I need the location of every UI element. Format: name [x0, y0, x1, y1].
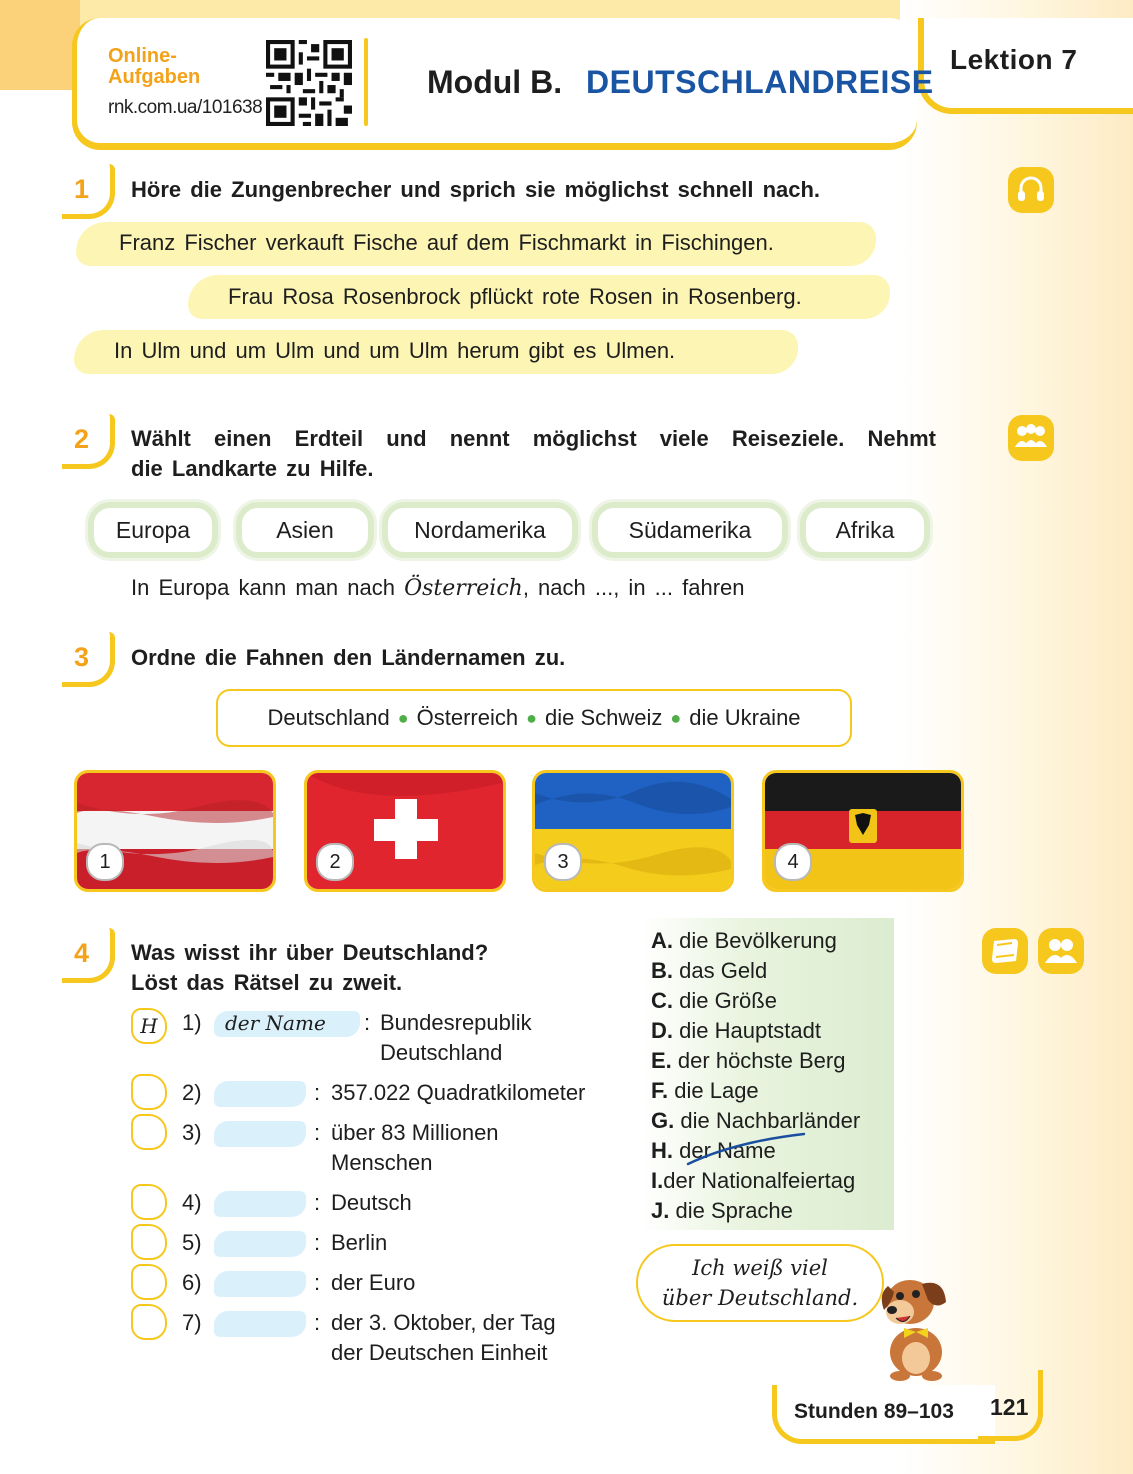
page-number: 121	[990, 1394, 1029, 1420]
option-text: die Hauptstadt	[679, 1018, 821, 1043]
option-key: F.	[651, 1078, 669, 1103]
option-key: E.	[651, 1048, 672, 1073]
dog-mascot-illustration	[870, 1266, 962, 1382]
flag-number-2: 2	[316, 843, 354, 881]
country-word-box	[216, 689, 852, 747]
book-icon-graphic	[988, 935, 1022, 967]
row-2-number: 2)	[182, 1080, 202, 1105]
option-key: A.	[651, 928, 673, 953]
row-4-colon: :	[314, 1190, 321, 1215]
example-sentence-handwritten: Österreich	[404, 576, 523, 601]
bullet-dot: ●	[397, 707, 409, 728]
row-3-blank[interactable]	[214, 1121, 306, 1147]
lektion-label: Lektion 7	[950, 44, 1078, 75]
option-text: die Bevölkerung	[679, 928, 837, 953]
option-b[interactable]	[651, 956, 767, 986]
row-2-colon: :	[314, 1080, 321, 1105]
row-3-number: 3)	[182, 1120, 202, 1145]
example-sentence-start: In Europa kann man nach	[131, 575, 405, 600]
module-label: Modul B.	[427, 64, 563, 100]
qr-code-icon[interactable]	[266, 40, 352, 126]
row-2-text1: 357.022 Quadratkilometer	[331, 1080, 586, 1105]
book-icon[interactable]	[982, 928, 1028, 974]
exercise-4-instruction-line2: Löst das Rätsel zu zweit.	[131, 970, 403, 995]
option-key: I.	[651, 1168, 664, 1193]
continent-afrika[interactable]: Afrika	[800, 502, 930, 558]
continent-suedamerika[interactable]: Südamerika	[592, 502, 788, 558]
option-text: das Geld	[679, 958, 768, 983]
strike-through-mark	[684, 1130, 810, 1170]
option-f[interactable]	[651, 1076, 759, 1106]
option-text: der Name	[679, 1138, 776, 1163]
example-sentence-end: , nach ..., in ... fahren	[522, 575, 745, 600]
row-1-filled: der Name	[225, 1011, 326, 1035]
row-1-text1: Bundesrepublik	[380, 1010, 532, 1035]
exercise-1-number: 1	[74, 174, 90, 204]
option-j[interactable]	[651, 1196, 793, 1226]
option-text: die Sprache	[675, 1198, 793, 1223]
answer-box-1[interactable]: H	[131, 1008, 167, 1044]
exercise-2-number: 2	[74, 424, 90, 454]
row-5-text1: Berlin	[331, 1230, 388, 1255]
option-text: die Nachbarländer	[680, 1108, 861, 1133]
option-key: C.	[651, 988, 673, 1013]
row-7-number: 7)	[182, 1310, 202, 1335]
row-3-colon: :	[314, 1120, 321, 1145]
option-e[interactable]	[651, 1046, 845, 1076]
pair-icon-graphic	[1044, 935, 1078, 967]
option-key: H.	[651, 1138, 673, 1163]
answer-box-2[interactable]	[131, 1074, 167, 1110]
flag-number-4: 4	[774, 843, 812, 881]
country-oesterreich[interactable]: Österreich	[416, 705, 519, 730]
row-2-blank[interactable]	[214, 1081, 306, 1107]
row-5-colon: :	[314, 1230, 321, 1255]
exercise-4-number: 4	[74, 938, 90, 968]
option-key: D.	[651, 1018, 673, 1043]
flag-number-3: 3	[544, 843, 582, 881]
right-margin-gradient	[900, 0, 1133, 1474]
option-i[interactable]	[651, 1166, 855, 1196]
page-title: DEUTSCHLANDREISE	[586, 64, 934, 100]
country-ukraine[interactable]: die Ukraine	[689, 705, 801, 730]
speech-line-1: Ich weiß viel	[692, 1256, 828, 1280]
online-tasks-label[interactable]: Online- Aufgaben	[108, 45, 201, 88]
option-text: der Nationalfeiertag	[663, 1168, 856, 1193]
row-1-colon: :	[364, 1010, 371, 1035]
exercise-3-number: 3	[74, 642, 90, 672]
example-sentence	[131, 575, 745, 601]
row-4-text1: Deutsch	[331, 1190, 412, 1215]
headphones-icon-graphic	[1014, 173, 1048, 207]
continent-asien[interactable]: Asien	[236, 502, 374, 558]
row-7-text1: der 3. Oktober, der Tag	[331, 1310, 556, 1335]
row-7-blank[interactable]	[214, 1311, 306, 1337]
option-text: die Größe	[679, 988, 777, 1013]
answer-box-3[interactable]	[131, 1114, 167, 1150]
online-url[interactable]: rnk.com.ua/101638	[108, 97, 263, 118]
speech-line-2: über Deutschland.	[661, 1286, 859, 1310]
row-4-blank[interactable]	[214, 1191, 306, 1217]
country-deutschland[interactable]: Deutschland	[267, 705, 390, 730]
twister-2: Frau Rosa Rosenbrock pflückt rote Rosen in Rosenberg.	[228, 284, 802, 309]
row-7-text2: der Deutschen Einheit	[331, 1340, 548, 1365]
lessons-range: Stunden 89–103	[794, 1400, 954, 1423]
twister-3: In Ulm und um Ulm und um Ulm herum gibt es Ulmen.	[114, 338, 676, 363]
bullet-dot: ●	[526, 707, 537, 728]
continent-europa[interactable]: Europa	[88, 502, 218, 558]
answer-box-7[interactable]	[131, 1304, 167, 1340]
top-corner	[0, 0, 80, 90]
row-6-text1: der Euro	[331, 1270, 416, 1295]
row-6-blank[interactable]	[214, 1271, 306, 1297]
answer-box-6[interactable]	[131, 1264, 167, 1300]
speech-bubble	[636, 1244, 884, 1322]
row-1-number: 1)	[182, 1010, 202, 1035]
option-c[interactable]	[651, 986, 777, 1016]
row-4-number: 4)	[182, 1190, 202, 1215]
row-7-colon: :	[314, 1310, 321, 1335]
exercise-2-instruction-line1: Wählt einen Erdteil und nennt möglichst viele Reiseziele. Nehmt	[131, 426, 936, 451]
exercise-2-instruction-line2: die Landkarte zu Hilfe.	[131, 456, 374, 481]
continent-nordamerika[interactable]: Nordamerika	[382, 502, 578, 558]
row-5-blank[interactable]	[214, 1231, 306, 1257]
option-key: B.	[651, 958, 673, 983]
row-5-number: 5)	[182, 1230, 202, 1255]
option-key: G.	[651, 1108, 675, 1133]
group-icon[interactable]	[1008, 415, 1054, 461]
header-separator	[364, 38, 368, 126]
country-schweiz[interactable]: die Schweiz	[545, 705, 663, 730]
exercise-3-instruction: Ordne die Fahnen den Ländernamen zu.	[131, 645, 566, 670]
exercise-1-instruction: Höre die Zungenbrecher und sprich sie möglichst schnell nach.	[131, 177, 821, 202]
pair-icon[interactable]	[1038, 928, 1084, 974]
answer-box-5[interactable]	[131, 1224, 167, 1260]
answer-box-4[interactable]	[131, 1184, 167, 1220]
bullet-dot: ●	[670, 707, 682, 728]
option-text: die Lage	[674, 1078, 759, 1103]
row-1-text2: Deutschland	[380, 1040, 503, 1065]
group-icon-graphic	[1013, 421, 1049, 455]
row-3-text2: Menschen	[331, 1150, 433, 1175]
option-key: J.	[651, 1198, 670, 1223]
row-6-number: 6)	[182, 1270, 202, 1295]
exercise-4-instruction-line1: Was wisst ihr über Deutschland?	[131, 940, 489, 965]
flag-number-1: 1	[86, 843, 124, 881]
option-d[interactable]	[651, 1016, 821, 1046]
option-a[interactable]	[651, 926, 837, 956]
twister-1: Franz Fischer verkauft Fische auf dem Fischmarkt in Fischingen.	[119, 230, 774, 255]
row-6-colon: :	[314, 1270, 321, 1295]
headphones-icon[interactable]	[1008, 167, 1054, 213]
option-text: der höchste Berg	[677, 1048, 846, 1073]
row-3-text1: über 83 Millionen	[331, 1120, 499, 1145]
